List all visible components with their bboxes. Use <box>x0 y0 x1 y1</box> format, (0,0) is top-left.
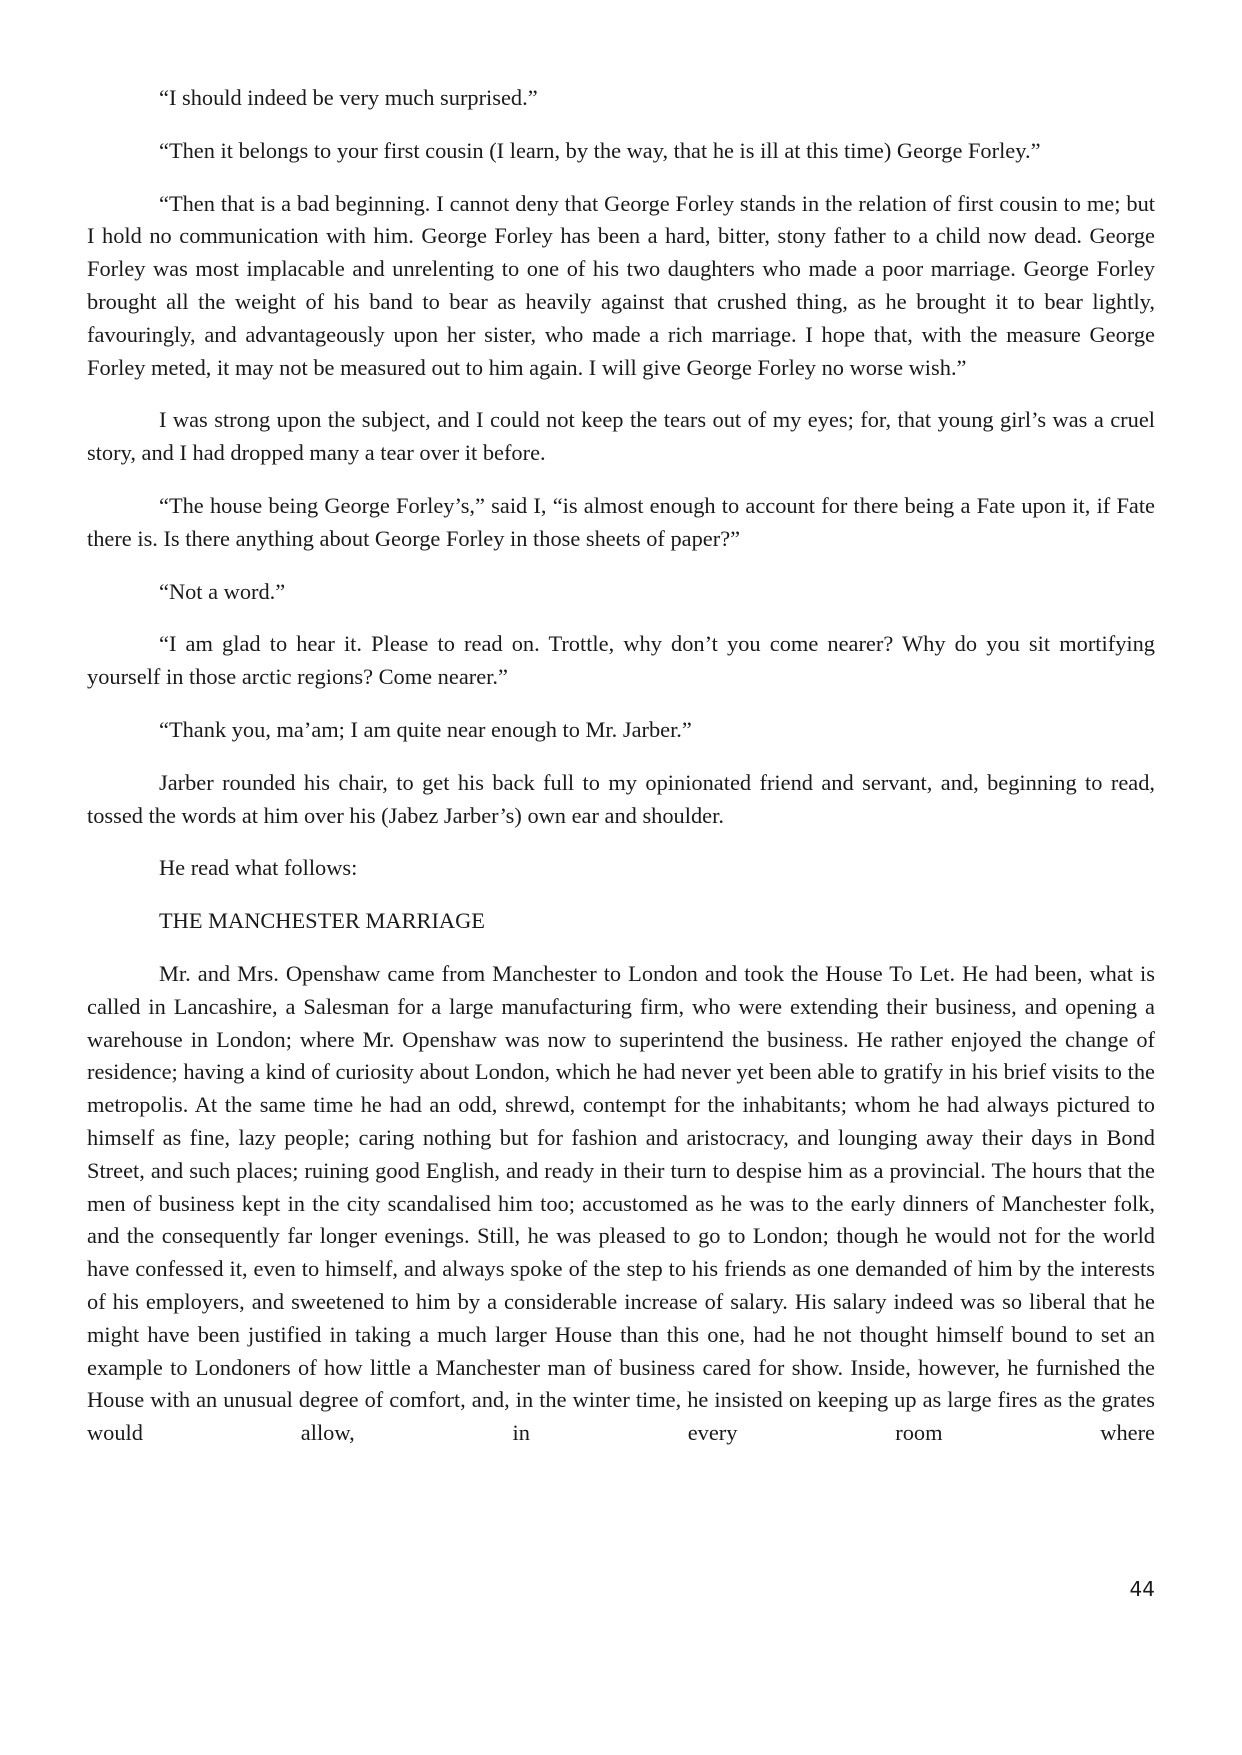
paragraph-2: “Then it belongs to your first cousin (I learn, by the way, that he is ill at this time) George Forley.” <box>159 137 1041 163</box>
page-body <box>87 82 1155 1470</box>
page-number: 44 <box>1129 1577 1155 1601</box>
paragraph-12: Mr. and Mrs. Openshaw came from Manchester to London and took the House To Let. He had been, what is called in Lancashire, a Salesman for a large manufacturing firm, who were extending their business, and opening a warehouse in London; where Mr. Openshaw was now to superintend the business. He rather enjoyed the change of residence; having a kind of curiosity about London, which he had never yet been able to gratify in his brief visits to the metropolis. At the same time he had an odd, shrewd, contempt for the inhabitants; whom he had always pictured to himself as fine, lazy people; caring nothing but for fashion and aristocracy, and lounging away their days in Bond Street, and such places; ruining good English, and ready in their turn to despise him as a provincial. The hours that the men of business kept in the city scandalised him too; accustomed as he was to the early dinners of Manchester folk, and the consequently far longer evenings. Still, he was pleased to go to London; though he would not for the world have confessed it, even to himself, and always spoke of the step to his friends as one demanded of him by the interests of his employers, and sweetened to him by a considerable increase of salary. His salary indeed was so liberal that he might have been justified in taking a much larger House than this one, had he not thought himself bound to set an example to Londoners of how little a Manchester man of business cared for show. Inside, however, he furnished the House with an unusual degree of comfort, and, in the winter time, he insisted on keeping up as large fires as the grates would allow, in every room where <box>87 960 1155 1446</box>
paragraph-9: Jarber rounded his chair, to get his back full to my opinionated friend and servant, and, beginning to read, tossed the words at him over his (Jabez Jarber’s) own ear and shoulder. <box>87 769 1155 828</box>
paragraph-7: “I am glad to hear it. Please to read on. Trottle, why don’t you come nearer? Why do you sit mortifying yourself in those arctic regions? Come nearer.” <box>87 631 1155 690</box>
paragraph-1: “I should indeed be very much surprised.” <box>159 85 538 110</box>
paragraph-6: “Not a word.” <box>159 578 286 604</box>
paragraph-8: “Thank you, ma’am; I am quite near enough to Mr. Jarber.” <box>159 716 692 742</box>
paragraph-10: He read what follows: <box>159 855 358 881</box>
paragraph-5: “The house being George Forley’s,” said I, “is almost enough to account for there being a Fate upon it, if Fate there is. Is there anything about George Forley in those sheets of paper?” <box>87 492 1155 551</box>
section-heading: THE MANCHESTER MARRIAGE <box>159 908 485 934</box>
paragraph-4: I was strong upon the subject, and I could not keep the tears out of my eyes; for, that young girl’s was a cruel story, and I had dropped many a tear over it before. <box>87 407 1155 466</box>
paragraph-3: “Then that is a bad beginning. I cannot deny that George Forley stands in the relation of first cousin to me; but I hold no communication with him. George Forley has been a hard, bitter, stony father to a child now dead. George Forley was most implacable and unrelenting to one of his two daughters who made a poor marriage. George Forley brought all the weight of his band to bear as heavily against that crushed thing, as he brought it to bear lightly, favouringly, and advantageously upon her sister, who made a rich marriage. I hope that, with the measure George Forley meted, it may not be measured out to him again. I will give George Forley no worse wish.” <box>87 190 1155 380</box>
